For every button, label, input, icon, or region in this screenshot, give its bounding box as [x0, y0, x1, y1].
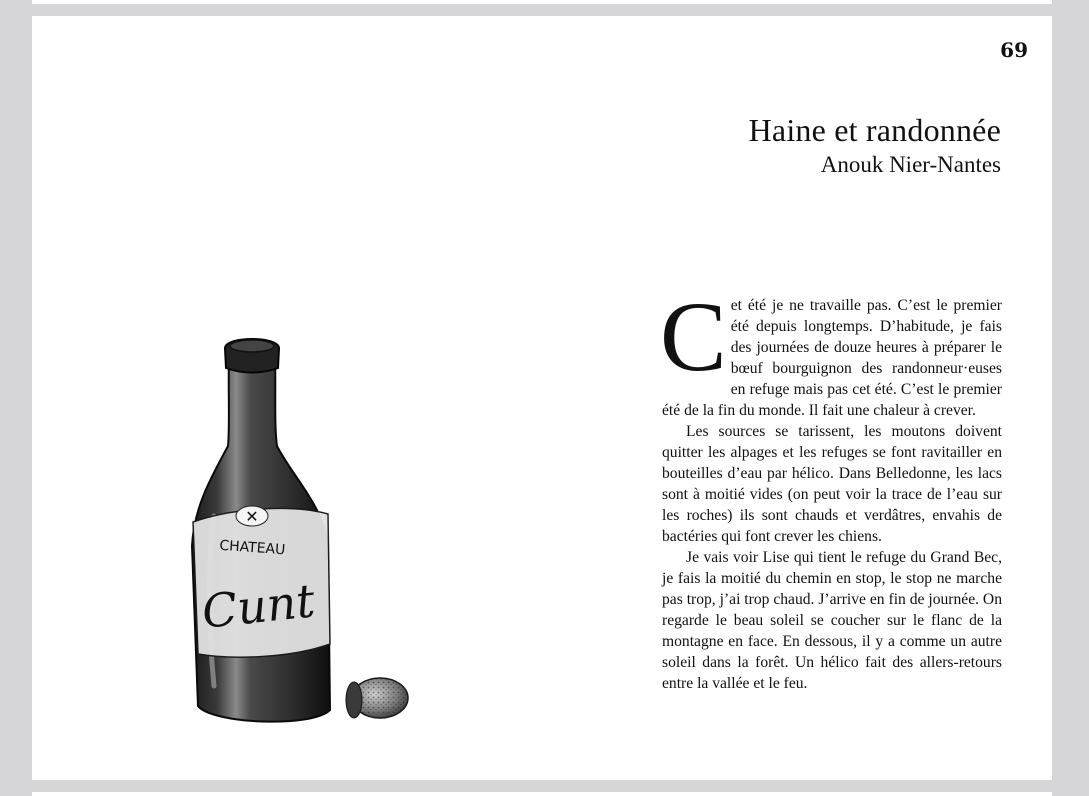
cork — [346, 678, 408, 718]
book-page — [32, 16, 1052, 780]
author-name: Anouk Nier-Nantes — [820, 152, 1001, 177]
page-number: 69 — [1000, 38, 1028, 62]
drop-cap: C — [660, 281, 727, 392]
wine-bottle-drawing — [152, 326, 432, 726]
previous-page-edge — [32, 0, 1052, 4]
article-text — [660, 281, 1002, 694]
label-chateau-text: CHATEAU — [218, 537, 286, 559]
paragraph-1: et été je ne travaille pas. C’est le premier été depuis longtemps. D’habitude, je fais des journées de douze heures à préparer le bœuf bourguignon des randonneur·euses en refuge mais pas cet été. C’est le premier été de la fin du monde. Il fait une chaleur à crever. — [662, 297, 1002, 419]
wine-bottle-illustration — [152, 326, 432, 726]
next-page-edge — [32, 792, 1052, 796]
paragraph-3: Je vais voir Lise qui tient le refuge du Grand Bec, je fais la moitié du chemin en stop, le stop ne marche pas trop, j’ai trop chaud. J’arrive en fin de journée. On regarde le beau soleil se coucher sur le flanc de la montagne en face. En dessous, il y a comme un autre soleil dans la forêt. Un hélico fait des allers-retours entre la vallée et le feu. — [662, 549, 1002, 692]
paragraph-2: Les sources se tarissent, les moutons doivent quitter les alpages et les refuges se font ravitailler en bouteilles d’eau par hélico. Dans Belledonne, les lacs sont à moitié vides (on peut voir la trace de l’eau sur les roches) ils sont chauds et verdâtres, envahis de bactéries qui font crever les chiens. — [662, 423, 1002, 545]
label-script-text: Cunt — [199, 573, 318, 639]
label-mark: ✕ — [245, 507, 259, 526]
page-title: Haine et randonnée — [748, 112, 1001, 148]
